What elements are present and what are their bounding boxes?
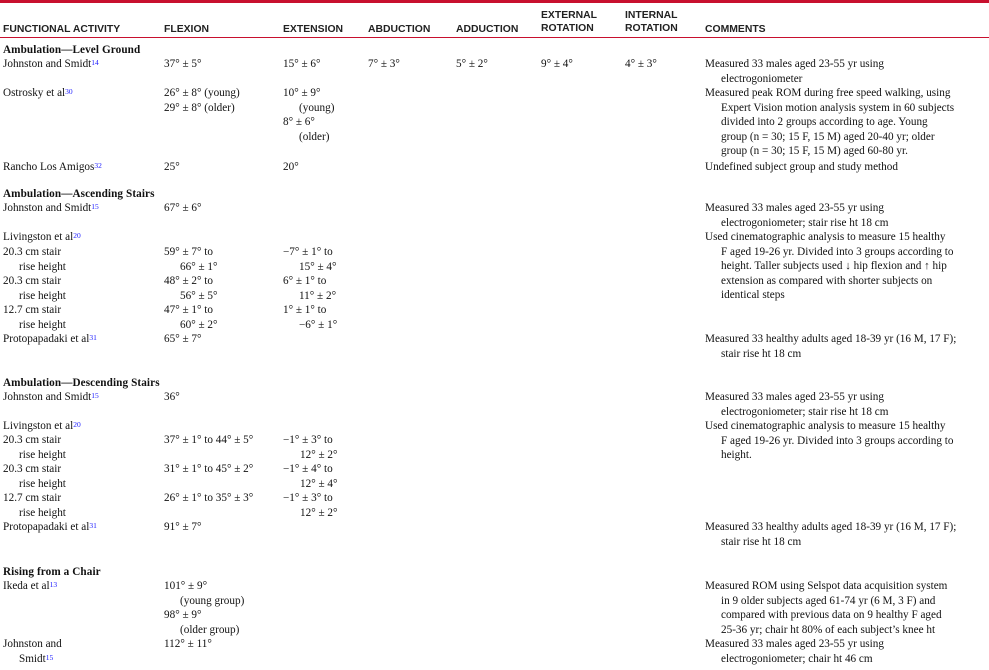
extension-value <box>283 462 337 491</box>
header-flexion: FLEXION <box>164 24 210 35</box>
text-line: 60° ± 2° <box>180 318 218 331</box>
text-line: rise height <box>19 260 66 273</box>
text-line: identical steps <box>721 289 785 301</box>
flexion-value <box>164 86 240 115</box>
internal-rotation-value: 4° ± 3° <box>625 58 657 70</box>
header-adduction: ADDUCTION <box>456 24 519 35</box>
extension-value: 15° ± 6° <box>283 58 321 70</box>
study-name <box>3 433 66 462</box>
text-line: stair rise ht 18 cm <box>721 535 802 548</box>
comment <box>705 637 989 666</box>
adduction-value: 5° ± 2° <box>456 58 488 70</box>
comment <box>705 419 989 463</box>
flexion-value: 37° ± 1° to 44° ± 5° <box>164 434 254 446</box>
text-line: F aged 19-26 yr. Divided into 3 groups according to <box>721 245 954 258</box>
text-line: stair rise ht 18 cm <box>721 347 802 360</box>
flexion-value: 67° ± 6° <box>164 202 202 214</box>
header-internal-rotation-1: INTERNAL <box>625 10 678 21</box>
comment <box>705 57 989 86</box>
text-line: in 9 older subjects aged 61-74 yr (6 M, 3 F) and <box>721 594 936 607</box>
study-name <box>3 160 102 175</box>
header-internal-rotation-2: ROTATION <box>625 23 678 34</box>
reference-link[interactable]: 15 <box>91 202 99 211</box>
flexion-value <box>164 579 244 637</box>
text-line: 98° ± 9° <box>164 609 202 621</box>
text-line: Livingston et al <box>3 420 74 432</box>
text-line: electrogoniometer <box>721 72 803 85</box>
reference-link[interactable]: 30 <box>65 87 73 96</box>
header-abduction: ABDUCTION <box>368 24 431 35</box>
text-line: 20.3 cm stair <box>3 275 62 287</box>
text-line: rise height <box>19 318 66 331</box>
text-line: divided into 2 groups according to age. Young <box>721 116 928 128</box>
flexion-value: 36° <box>164 391 180 403</box>
header-external-rotation-1: EXTERNAL <box>541 10 597 21</box>
header-rule <box>0 37 989 38</box>
text-line: group (n = 30; 15 F, 15 M) aged 20-40 yr; older <box>721 130 935 143</box>
flexion-value <box>164 274 217 303</box>
reference-link[interactable]: 13 <box>49 580 58 589</box>
study-name <box>3 637 62 666</box>
section-title: Ambulation—Descending Stairs <box>3 377 160 389</box>
text-line: electrogoniometer; chair ht 46 cm <box>721 652 873 665</box>
text-line: (older) <box>299 130 330 143</box>
study-name <box>3 332 97 347</box>
reference-link[interactable]: 15 <box>91 391 99 400</box>
text-line: 20.3 cm stair <box>3 434 62 446</box>
header-comments: COMMENTS <box>705 24 766 35</box>
section-title: Ambulation—Level Ground <box>3 44 141 56</box>
study-name <box>3 57 99 72</box>
header-extension: EXTENSION <box>283 24 344 35</box>
extension-value <box>283 86 334 144</box>
reference-link[interactable]: 20 <box>73 420 81 429</box>
text-line: Used cinematographic analysis to measure 15 healthy <box>705 420 946 432</box>
text-line: −6° ± 1° <box>299 318 338 331</box>
text-line: −1° ± 3° to <box>283 492 333 504</box>
flexion-value: 31° ± 1° to 45° ± 2° <box>164 463 254 475</box>
extension-value <box>283 245 336 274</box>
text-line: Protopapadaki et al <box>3 333 90 345</box>
text-line: 1° ± 1° to <box>283 304 327 316</box>
study-name <box>3 390 99 405</box>
text-line: Johnston and Smidt <box>3 202 92 214</box>
text-line: height. Taller subjects used ↓ hip flexion and ↑ hip <box>721 260 947 272</box>
comment <box>705 86 989 159</box>
text-line: 12° ± 2° <box>300 448 338 461</box>
extension-value: 20° <box>283 161 299 173</box>
header-functional-activity: FUNCTIONAL ACTIVITY <box>3 24 121 35</box>
header-external-rotation-2: ROTATION <box>541 23 594 34</box>
text-line: 101° ± 9° <box>164 580 208 592</box>
study-name <box>3 274 66 303</box>
text-line: 47° ± 1° to <box>164 304 213 316</box>
text-line: Protopapadaki et al <box>3 521 90 533</box>
text-line: height. <box>721 449 752 461</box>
study-name <box>3 303 66 332</box>
text-line: Ikeda et al <box>3 580 50 592</box>
extension-value <box>283 303 337 332</box>
text-line: electrogoniometer; stair rise ht 18 cm <box>721 405 889 418</box>
text-line: Johnston and Smidt <box>3 58 92 70</box>
text-line: extension as compared with shorter subjects on <box>721 274 933 287</box>
text-line: Measured 33 healthy adults aged 18-39 yr (16 M, 17 F); <box>705 333 957 345</box>
flexion-value <box>164 245 217 274</box>
text-line: Used cinematographic analysis to measure 15 healthy <box>705 231 946 243</box>
text-line: F aged 19-26 yr. Divided into 3 groups according to <box>721 434 954 447</box>
text-line: 56° ± 5° <box>180 289 218 302</box>
text-line: Measured 33 males aged 23-55 yr using <box>705 58 884 70</box>
text-line: Smidt <box>19 652 46 665</box>
reference-link[interactable]: 31 <box>89 521 97 530</box>
flexion-value: 37° ± 5° <box>164 58 202 70</box>
text-line: 26° ± 8° (young) <box>164 87 240 99</box>
flexion-value <box>164 303 217 332</box>
text-line: 8° ± 6° <box>283 116 315 128</box>
extension-value <box>283 274 336 303</box>
comment <box>705 201 989 230</box>
study-name <box>3 419 81 434</box>
text-line: (young) <box>299 101 335 114</box>
extension-value <box>283 491 337 520</box>
comment <box>705 520 989 549</box>
study-name <box>3 462 66 491</box>
text-line: Measured 33 healthy adults aged 18-39 yr (16 M, 17 F); <box>705 521 957 533</box>
study-name <box>3 579 57 594</box>
text-line: Measured ROM using Selspot data acquisition system <box>705 580 948 592</box>
study-name <box>3 520 97 535</box>
text-line: Johnston and <box>3 638 62 650</box>
text-line: electrogoniometer; stair rise ht 18 cm <box>721 216 889 229</box>
reference-link[interactable]: 31 <box>89 333 97 342</box>
text-line: Ostrosky et al <box>3 87 66 99</box>
text-line: 12° ± 4° <box>300 477 338 490</box>
text-line: 29° ± 8° (older) <box>164 101 235 114</box>
text-line: (older group) <box>180 623 240 636</box>
text-line: rise height <box>19 477 66 490</box>
text-line: compared with previous data on 9 healthy F aged <box>721 609 942 621</box>
text-line: Measured 33 males aged 23-55 yr using <box>705 202 884 214</box>
text-line: 12.7 cm stair <box>3 492 62 504</box>
text-line: Expert Vision motion analysis system in 60 subjects <box>721 101 955 114</box>
text-line: Johnston and Smidt <box>3 391 92 403</box>
text-line: 10° ± 9° <box>283 87 321 99</box>
study-name <box>3 245 66 274</box>
flexion-value: 112° ± 11° <box>164 638 212 650</box>
reference-link[interactable]: 14 <box>91 58 99 67</box>
comment <box>705 579 989 637</box>
text-line: −1° ± 4° to <box>283 463 333 475</box>
text-line <box>3 652 62 667</box>
flexion-value: 26° ± 1° to 35° ± 3° <box>164 492 254 504</box>
section-title: Rising from a Chair <box>3 566 101 578</box>
text-line: 66° ± 1° <box>180 260 218 273</box>
text-line: Undefined subject group and study method <box>705 161 898 173</box>
text-line: Measured 33 males aged 23-55 yr using <box>705 638 884 650</box>
external-rotation-value: 9° ± 4° <box>541 58 573 70</box>
text-line: Measured 33 males aged 23-55 yr using <box>705 391 884 403</box>
comment <box>705 332 989 361</box>
text-line: 6° ± 1° to <box>283 275 327 287</box>
text-line: Livingston et al <box>3 231 74 243</box>
top-accent-bar <box>0 0 989 3</box>
text-line: −7° ± 1° to <box>283 246 333 258</box>
text-line: 20.3 cm stair <box>3 246 62 258</box>
flexion-value: 91° ± 7° <box>164 521 202 533</box>
text-line: 20.3 cm stair <box>3 463 62 475</box>
text-line: 25-36 yr; chair ht 80% of each subject’s knee ht <box>721 623 936 636</box>
study-name <box>3 201 99 216</box>
reference-link[interactable]: 15 <box>45 652 54 662</box>
study-name <box>3 86 73 101</box>
text-line: Measured peak ROM during free speed walking, using <box>705 87 951 99</box>
reference-link[interactable]: 32 <box>94 161 102 170</box>
text-line: rise height <box>19 506 66 519</box>
text-line: 11° ± 2° <box>299 289 337 302</box>
text-line: −1° ± 3° to <box>283 434 333 446</box>
comment <box>705 160 989 175</box>
text-line: 12.7 cm stair <box>3 304 62 316</box>
text-line: 15° ± 4° <box>299 260 337 273</box>
section-title: Ambulation—Ascending Stairs <box>3 188 155 200</box>
extension-value <box>283 433 337 462</box>
comment <box>705 230 989 303</box>
flexion-value: 65° ± 7° <box>164 333 202 345</box>
flexion-value: 25° <box>164 161 180 173</box>
comment <box>705 390 989 419</box>
text-line: 12° ± 2° <box>300 506 338 519</box>
text-line: rise height <box>19 289 66 302</box>
study-name <box>3 230 81 245</box>
text-line: rise height <box>19 448 66 461</box>
text-line: 59° ± 7° to <box>164 246 213 258</box>
study-name <box>3 491 66 520</box>
text-line: (young group) <box>180 594 245 607</box>
text-line: Rancho Los Amigos <box>3 161 95 173</box>
abduction-value: 7° ± 3° <box>368 58 400 70</box>
reference-link[interactable]: 20 <box>73 231 81 240</box>
text-line: 48° ± 2° to <box>164 275 213 287</box>
text-line: group (n = 30; 15 F, 15 M) aged 60-80 yr. <box>721 145 908 157</box>
